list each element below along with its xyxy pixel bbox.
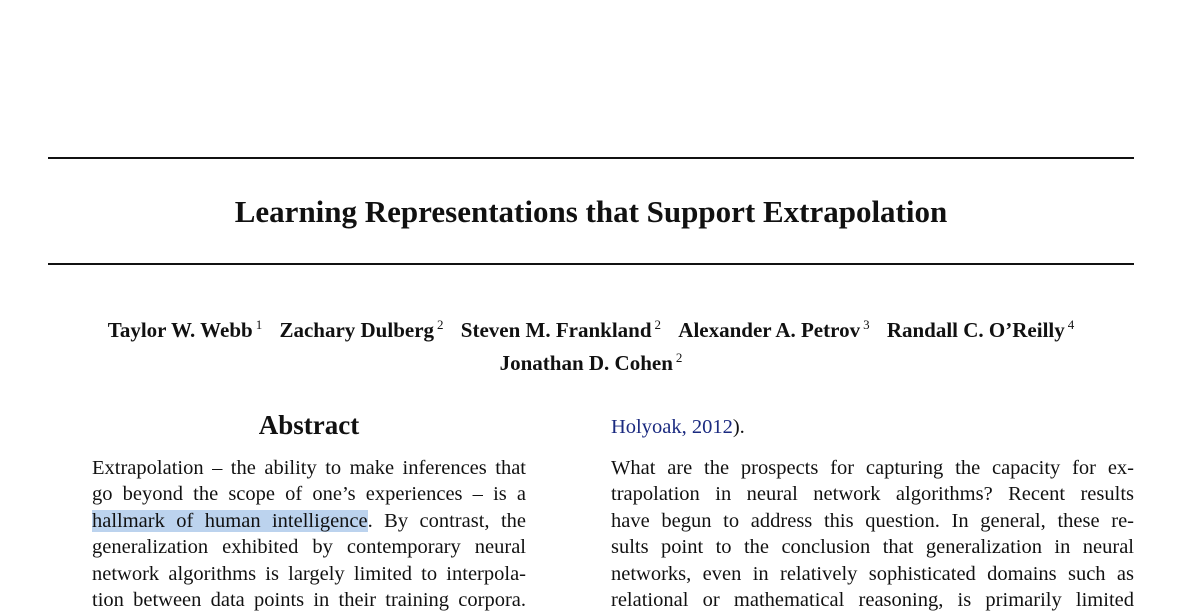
abstract-line: go beyond the scope of one’s experiences – is a xyxy=(92,483,526,506)
affiliation-number: 4 xyxy=(1067,317,1075,332)
abstract-line: tion between data points in their training corpora. xyxy=(92,589,526,612)
abstract-line: hallmark of human intelligence. By contrast, the xyxy=(92,509,526,532)
abstract-line: Extrapolation – the ability to make inferences that xyxy=(92,457,526,479)
title-top-rule xyxy=(48,157,1134,159)
author: Randall C. O’Reilly $^4$ xyxy=(886,317,1075,342)
abstract-heading: Abstract xyxy=(258,410,360,440)
author-line-1 xyxy=(0,311,1182,344)
text-selection-highlight[interactable]: hallmark of human intelligence xyxy=(92,509,368,532)
abstract-body xyxy=(92,455,526,613)
author: Jonathan D. Cohen $^2$ xyxy=(499,350,683,375)
body-line: have begun to address this question. In general, these re- xyxy=(611,509,1134,532)
author: Alexander A. Petrov $^3$ xyxy=(678,317,870,342)
affiliation-number: 3 xyxy=(863,317,870,332)
affiliation-number: 2 xyxy=(437,317,444,332)
affiliation-number: 2 xyxy=(654,317,662,332)
title-bottom-rule xyxy=(48,263,1134,265)
author: Zachary Dulberg $^2$ xyxy=(279,317,444,342)
author: Steven M. Frankland $^2$ xyxy=(460,317,662,342)
body-line: relational or mathematical reasoning, is primarily limited xyxy=(611,589,1134,612)
abstract-line: generalization exhibited by contemporary neural xyxy=(92,536,526,559)
citation-line: Holyoak, 2012). xyxy=(611,416,745,438)
author-line-2 xyxy=(0,344,1182,377)
author-list xyxy=(0,311,1182,377)
body-line: sults point to the conclusion that generalization in neural xyxy=(611,536,1134,559)
abstract-line: network algorithms is largely limited to interpola- xyxy=(92,562,526,585)
author: Taylor W. Webb $^1$ xyxy=(107,317,263,342)
right-column-paragraph xyxy=(611,455,1134,613)
body-line: networks, even in relatively sophisticated domains such as xyxy=(611,562,1134,585)
citation-link[interactable]: Holyoak, 2012 xyxy=(611,416,733,438)
body-line: trapolation in neural network algorithms? Recent results xyxy=(611,483,1134,506)
affiliation-number: 1 xyxy=(255,317,263,332)
right-column-continuation xyxy=(611,414,1134,440)
body-line: What are the prospects for capturing the capacity for ex- xyxy=(611,457,1134,479)
paper-title: Learning Representations that Support Extrapolation xyxy=(234,194,948,229)
affiliation-number: 2 xyxy=(675,350,683,365)
